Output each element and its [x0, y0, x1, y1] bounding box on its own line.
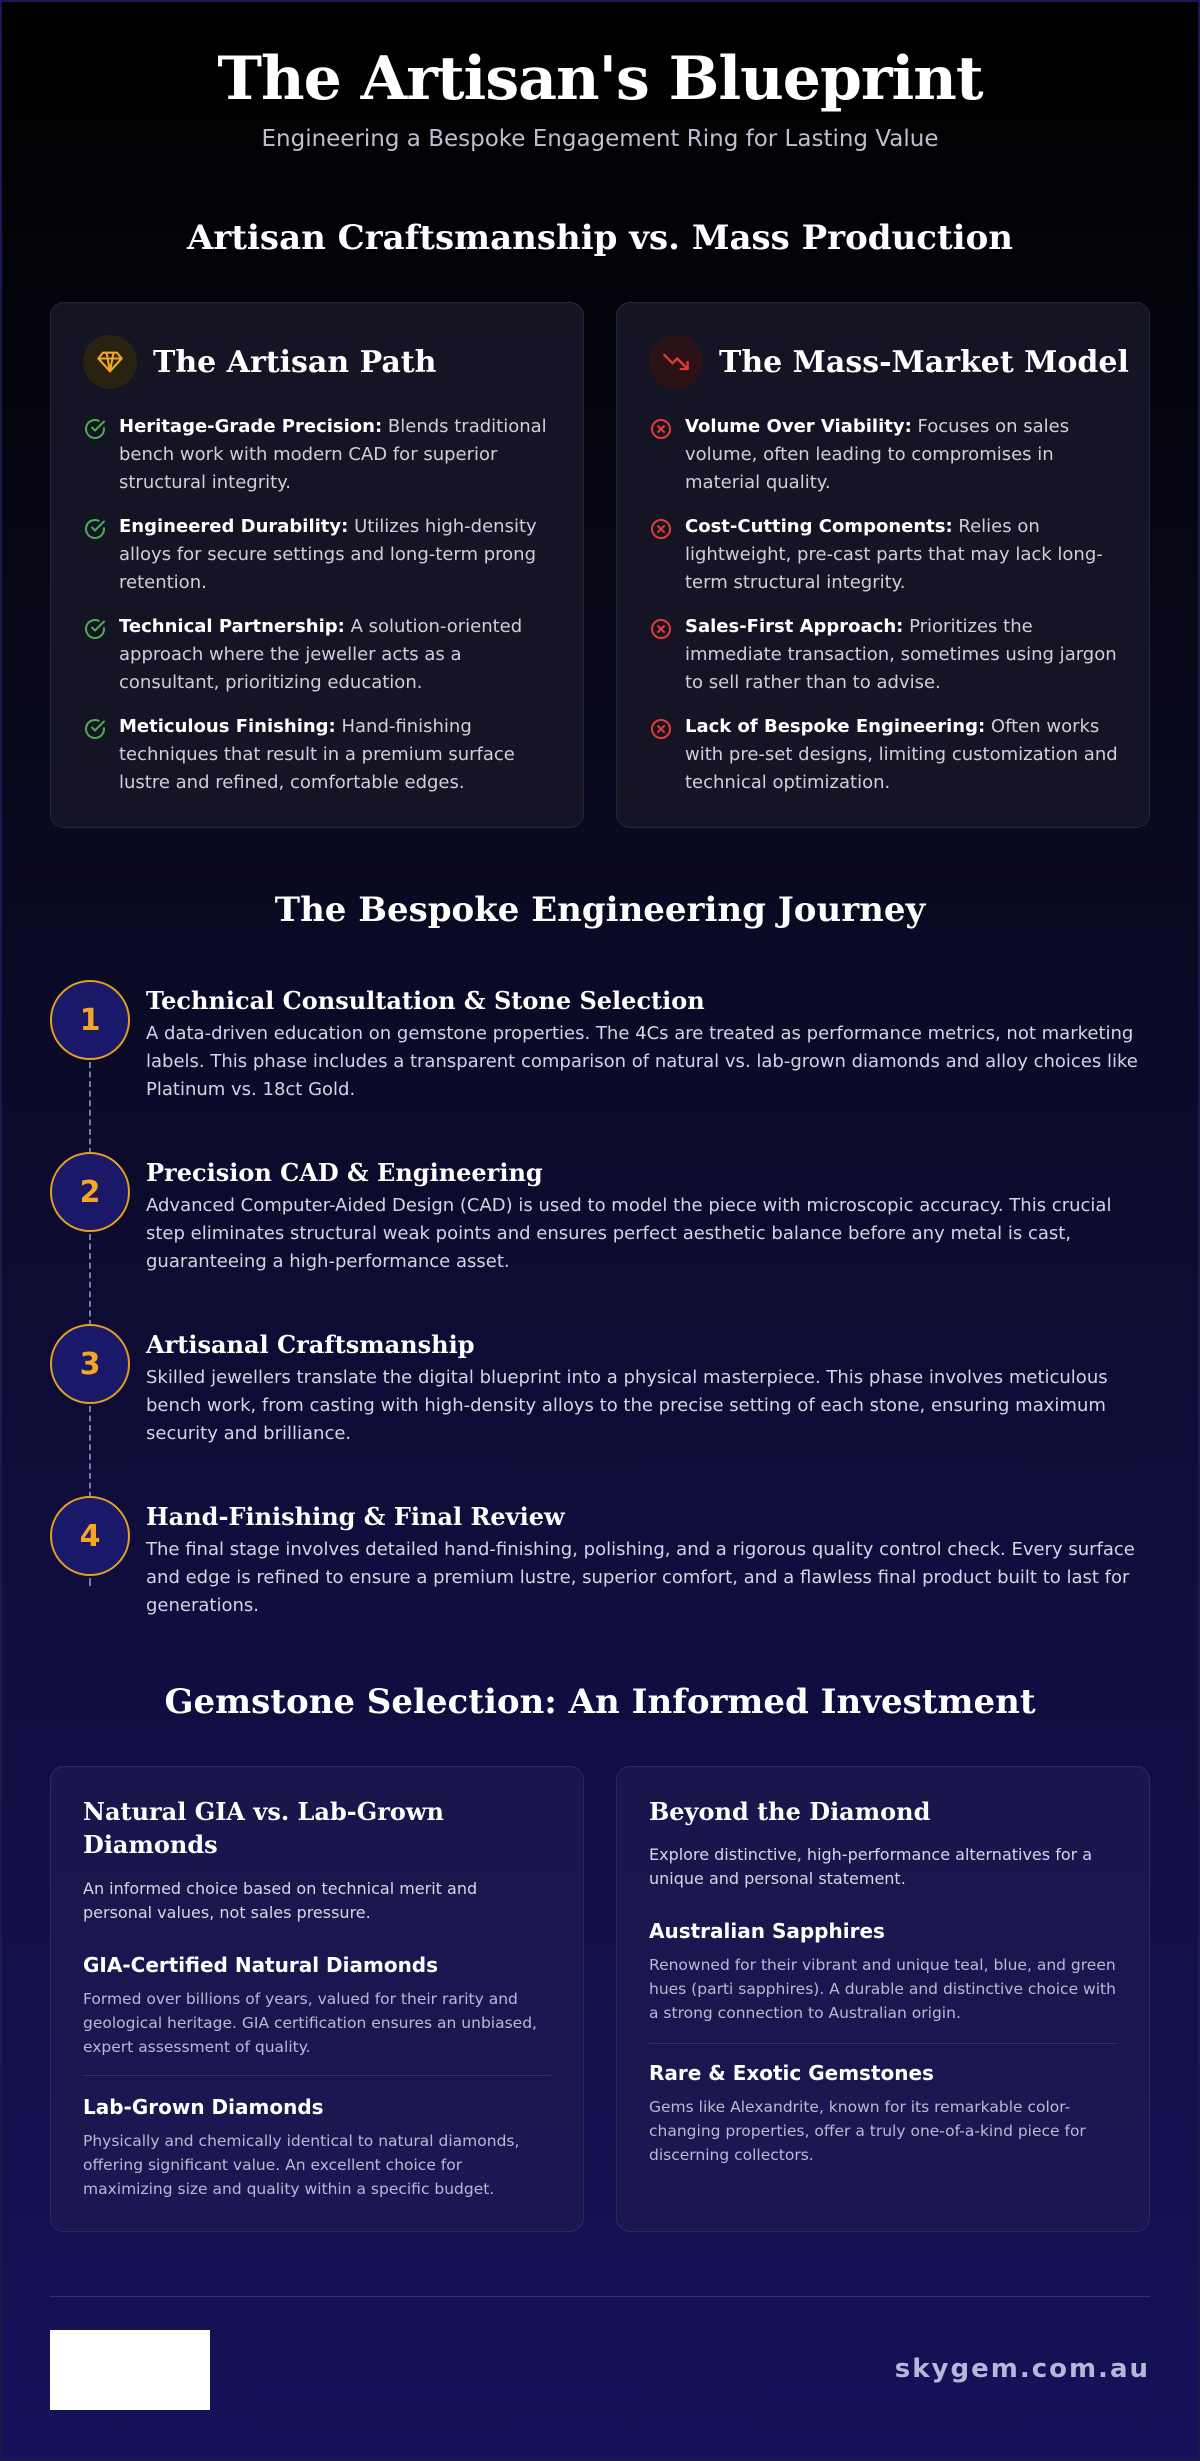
step-connector	[89, 1578, 91, 1586]
step-number: 2	[50, 1152, 130, 1232]
point-label: Sales-First Approach:	[685, 616, 904, 637]
point-text: Prioritizes the immediate transaction, sometimes using jargon to sell rather than to advise.	[685, 616, 1117, 693]
page-subtitle: Engineering a Bespoke Engagement Ring for Lasting Value	[261, 126, 939, 152]
page-title: The Artisan's Blueprint	[217, 44, 983, 114]
artisan-point	[83, 513, 555, 597]
logo-placeholder	[50, 2330, 210, 2410]
point-label: Meticulous Finishing:	[119, 716, 336, 737]
check-circle-icon	[83, 517, 107, 541]
x-circle-icon	[649, 717, 673, 741]
mass-point	[649, 613, 1121, 697]
step-connector	[89, 1234, 91, 1326]
x-circle-icon	[649, 517, 673, 541]
journey-step	[50, 1496, 1150, 1636]
journey-section-title: The Bespoke Engineering Journey	[274, 890, 926, 930]
point-text: Utilizes high-density alloys for secure settings and long-term prong retention.	[119, 516, 537, 593]
beyond-card-intro: Explore distinctive, high-performance alternatives for a unique and personal statement.	[649, 1845, 1093, 1888]
gemstones-section-title: Gemstone Selection: An Informed Investment	[164, 1682, 1036, 1722]
beyond-diamond-card	[616, 1766, 1150, 2232]
diamonds-card-title: Natural GIA vs. Lab-Grown Diamonds	[83, 1797, 444, 1859]
step-number: 3	[50, 1324, 130, 1404]
step-connector	[89, 1062, 91, 1154]
check-circle-icon	[83, 717, 107, 741]
sapphires-text: Renowned for their vibrant and unique teal, blue, and green hues (parti sapphires). A durable and distinctive choice with a strong connection to Australian origin.	[649, 1956, 1116, 2022]
trending-down-icon	[649, 335, 703, 389]
point-label: Cost-Cutting Components:	[685, 516, 953, 537]
lab-diamonds-title: Lab-Grown Diamonds	[83, 2095, 324, 2119]
check-circle-icon	[83, 417, 107, 441]
beyond-card-title: Beyond the Diamond	[649, 1797, 931, 1826]
diamonds-card-intro: An informed choice based on technical merit and personal values, not sales pressure.	[83, 1879, 478, 1922]
step-number: 1	[50, 980, 130, 1060]
exotic-gems-text: Gems like Alexandrite, known for its remarkable color-changing properties, offer a truly one-of-a-kind piece for discerning collectors.	[649, 2098, 1086, 2164]
point-text: Blends traditional bench work with modern CAD for superior structural integrity.	[119, 416, 547, 493]
point-label: Heritage-Grade Precision:	[119, 416, 383, 437]
point-text: Focuses on sales volume, often leading to compromises in material quality.	[685, 416, 1070, 493]
mass-market-card	[616, 302, 1150, 828]
exotic-gems-title: Rare & Exotic Gemstones	[649, 2061, 934, 2085]
step-title: Hand-Finishing & Final Review	[146, 1502, 565, 1531]
artisan-path-card	[50, 302, 584, 828]
point-label: Lack of Bespoke Engineering:	[685, 716, 986, 737]
mass-point	[649, 713, 1121, 797]
step-description: Skilled jewellers translate the digital blueprint into a physical masterpiece. This phase involves meticulous bench work, from casting with high-density alloys to the precise setting of each stone, ensuring maximum security and brilliance.	[146, 1367, 1108, 1444]
footer-website[interactable]: skygem.com.au	[894, 2354, 1150, 2384]
diamond-icon	[83, 335, 137, 389]
natural-diamonds-title: GIA-Certified Natural Diamonds	[83, 1953, 439, 1977]
step-title: Technical Consultation & Stone Selection	[146, 986, 705, 1015]
step-connector	[89, 1406, 91, 1498]
point-text: Hand-finishing techniques that result in a premium surface lustre and refined, comfortable edges.	[119, 716, 515, 793]
divider	[649, 2043, 1117, 2044]
diamonds-card	[50, 1766, 584, 2232]
step-description: Advanced Computer-Aided Design (CAD) is used to model the piece with microscopic accuracy. This crucial step eliminates structural weak points and ensures perfect aesthetic balance before any metal is cast, guaranteeing a high-performance asset.	[146, 1195, 1112, 1272]
check-circle-icon	[83, 617, 107, 641]
x-circle-icon	[649, 417, 673, 441]
step-title: Precision CAD & Engineering	[146, 1158, 543, 1187]
artisan-card-title: The Artisan Path	[153, 344, 437, 380]
artisan-point	[83, 413, 555, 497]
point-label: Volume Over Viability:	[685, 416, 912, 437]
point-label: Engineered Durability:	[119, 516, 349, 537]
x-circle-icon	[649, 617, 673, 641]
artisan-point	[83, 713, 555, 797]
footer-divider	[50, 2296, 1150, 2297]
lab-diamonds-text: Physically and chemically identical to natural diamonds, offering significant value. An excellent choice for maximizing size and quality within a specific budget.	[83, 2132, 520, 2198]
point-text: A solution-oriented approach where the jeweller acts as a consultant, prioritizing education.	[119, 616, 523, 693]
natural-diamonds-text: Formed over billions of years, valued for their rarity and geological heritage. GIA certification ensures an unbiased, expert assessment of quality.	[83, 1990, 537, 2056]
sapphires-title: Australian Sapphires	[649, 1919, 885, 1943]
mass-card-title: The Mass-Market Model	[719, 344, 1129, 380]
mass-point	[649, 513, 1121, 597]
point-text: Relies on lightweight, pre-cast parts that may lack long-term structural integrity.	[685, 516, 1103, 593]
step-number: 4	[50, 1496, 130, 1576]
point-label: Technical Partnership:	[119, 616, 345, 637]
step-title: Artisanal Craftsmanship	[146, 1330, 475, 1359]
divider	[83, 2075, 551, 2076]
journey-step	[50, 1152, 1150, 1322]
mass-point	[649, 413, 1121, 497]
point-text: Often works with pre-set designs, limiting customization and technical optimization.	[685, 716, 1118, 793]
step-description: The final stage involves detailed hand-finishing, polishing, and a rigorous quality control check. Every surface and edge is refined to ensure a premium lustre, superior comfort, and a flawless final product built to last for generations.	[146, 1539, 1135, 1616]
journey-step	[50, 1324, 1150, 1494]
journey-step	[50, 980, 1150, 1150]
comparison-section-title: Artisan Craftsmanship vs. Mass Production	[187, 218, 1013, 258]
artisan-point	[83, 613, 555, 697]
step-description: A data-driven education on gemstone properties. The 4Cs are treated as performance metrics, not marketing labels. This phase includes a transparent comparison of natural vs. lab-grown diamonds and alloy choices like Platinum vs. 18ct Gold.	[146, 1023, 1138, 1100]
